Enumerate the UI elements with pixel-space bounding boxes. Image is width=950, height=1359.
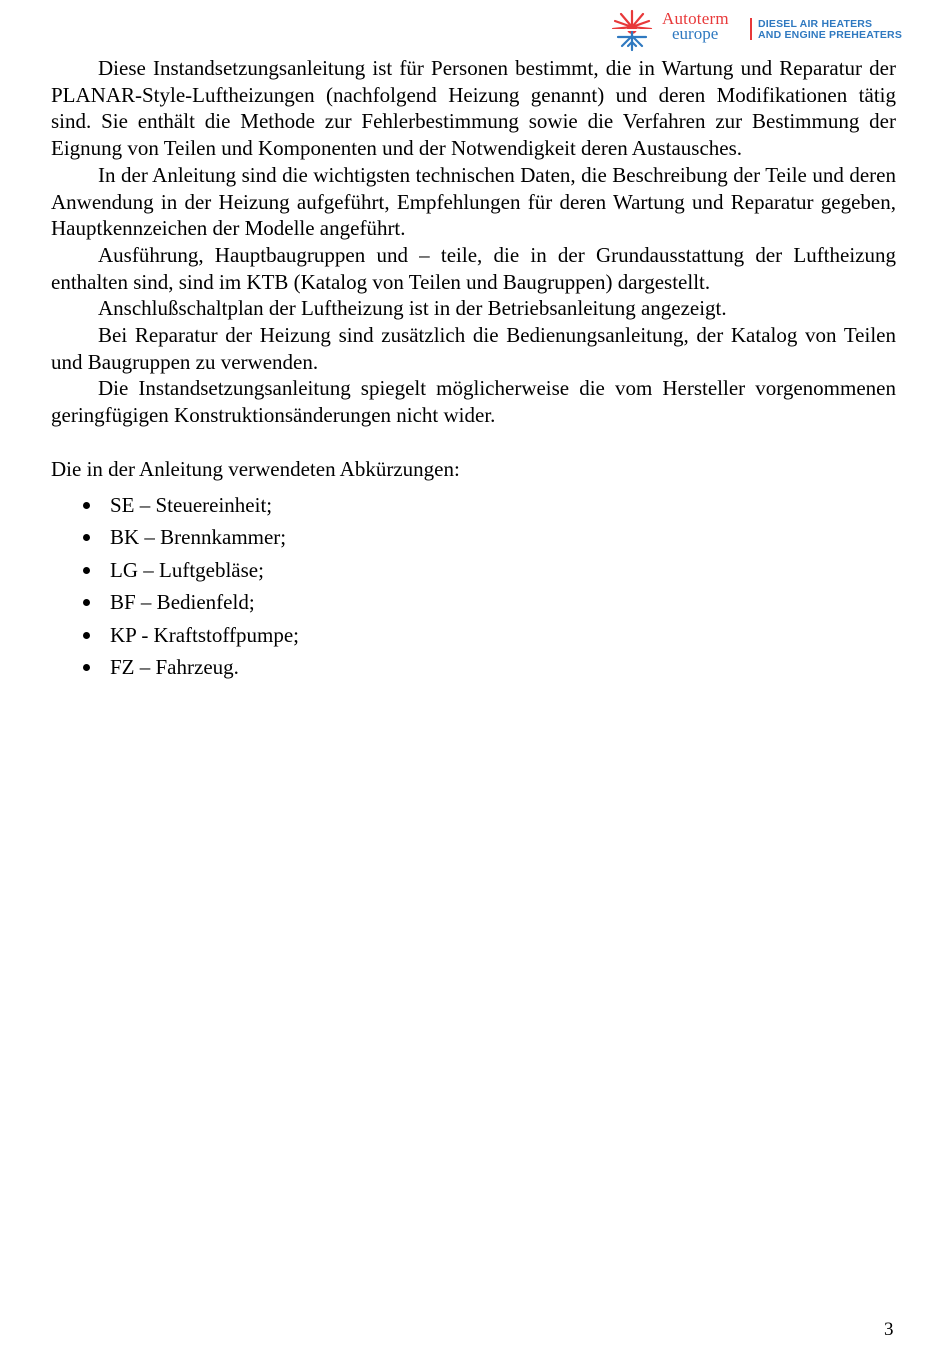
logo-divider bbox=[750, 18, 752, 40]
paragraph-contents: In der Anleitung sind die wichtigsten technischen Daten, die Beschreibung der Teile und deren Anwendung in der Heizung aufgeführt, Empfehlungen für deren Wartung und Reparatur gegeben, Hauptkennzeichen der Modelle angeführt. bbox=[51, 162, 896, 241]
list-item-text: KP - Kraftstoffpumpe; bbox=[110, 622, 299, 647]
bullet-icon bbox=[83, 664, 90, 671]
paragraph-repair: Bei Reparatur der Heizung sind zusätzlich die Bedienungsanleitung, der Katalog von Teilen und Baugruppen zu verwenden. bbox=[51, 323, 896, 374]
list-item-text: LG – Luftgebläse; bbox=[110, 557, 264, 582]
paragraph-components: Ausführung, Hauptbaugruppen und – teile, die in der Grundausstattung der Luftheizung enthalten sind, sind im KTB (Katalog von Teilen und Baugruppen) dargestellt. bbox=[51, 242, 896, 294]
list-item-text: BF – Bedienfeld; bbox=[110, 590, 255, 615]
logo-brand-line1: Autoterm bbox=[662, 9, 729, 28]
list-item-text: BK – Brennkammer; bbox=[110, 525, 287, 550]
bullet-icon bbox=[83, 567, 90, 574]
list-item bbox=[51, 586, 896, 619]
bullet-icon bbox=[83, 502, 90, 509]
list-item-text: SE – Steuereinheit; bbox=[110, 492, 273, 517]
logo-wordmark bbox=[662, 10, 742, 48]
logo-tagline bbox=[758, 19, 902, 41]
list-item bbox=[51, 651, 896, 684]
document-body bbox=[51, 55, 896, 684]
logo-tagline-line1: DIESEL AIR HEATERS bbox=[758, 18, 873, 30]
list-item bbox=[51, 554, 896, 587]
logo-tagline-line2: AND ENGINE PREHEATERS bbox=[758, 29, 903, 41]
list-item bbox=[51, 619, 896, 652]
bullet-icon bbox=[83, 534, 90, 541]
header-logo bbox=[610, 8, 910, 52]
logo-brand-line2: europe bbox=[672, 24, 719, 43]
list-item-text: FZ – Fahrzeug. bbox=[110, 655, 239, 680]
abbreviations-list bbox=[51, 489, 896, 684]
list-item bbox=[51, 489, 896, 522]
bullet-icon bbox=[83, 599, 90, 606]
paragraph-disclaimer: Die Instandsetzungsanleitung spiegelt möglicherweise die vom Hersteller vorgenommenen geringfügigen Konstruktionsänderungen nicht wider. bbox=[51, 376, 896, 428]
list-item bbox=[51, 521, 896, 554]
paragraph-purpose: Diese Instandsetzungsanleitung ist für Personen bestimmt, die in Wartung und Reparatur der PLANAR-Style-Luftheizungen (nachfolgend Heizung genannt) und deren Modifikationen tätig sind. Sie enthält die Methode zur Fehlerbestimmung sowie die Verfahren zur Bestimmung der Eignung von Teilen und Komponenten und der Notwendigkeit deren Austausches. bbox=[51, 56, 896, 161]
abbreviations-heading: Die in der Anleitung verwendeten Abkürzungen: bbox=[51, 456, 460, 481]
bullet-icon bbox=[83, 632, 90, 639]
page-number: 3 bbox=[884, 1319, 894, 1340]
snowflake-sun-icon bbox=[610, 8, 654, 52]
paragraph-wiring: Anschlußschaltplan der Luftheizung ist in der Betriebsanleitung angezeigt. bbox=[98, 296, 727, 321]
